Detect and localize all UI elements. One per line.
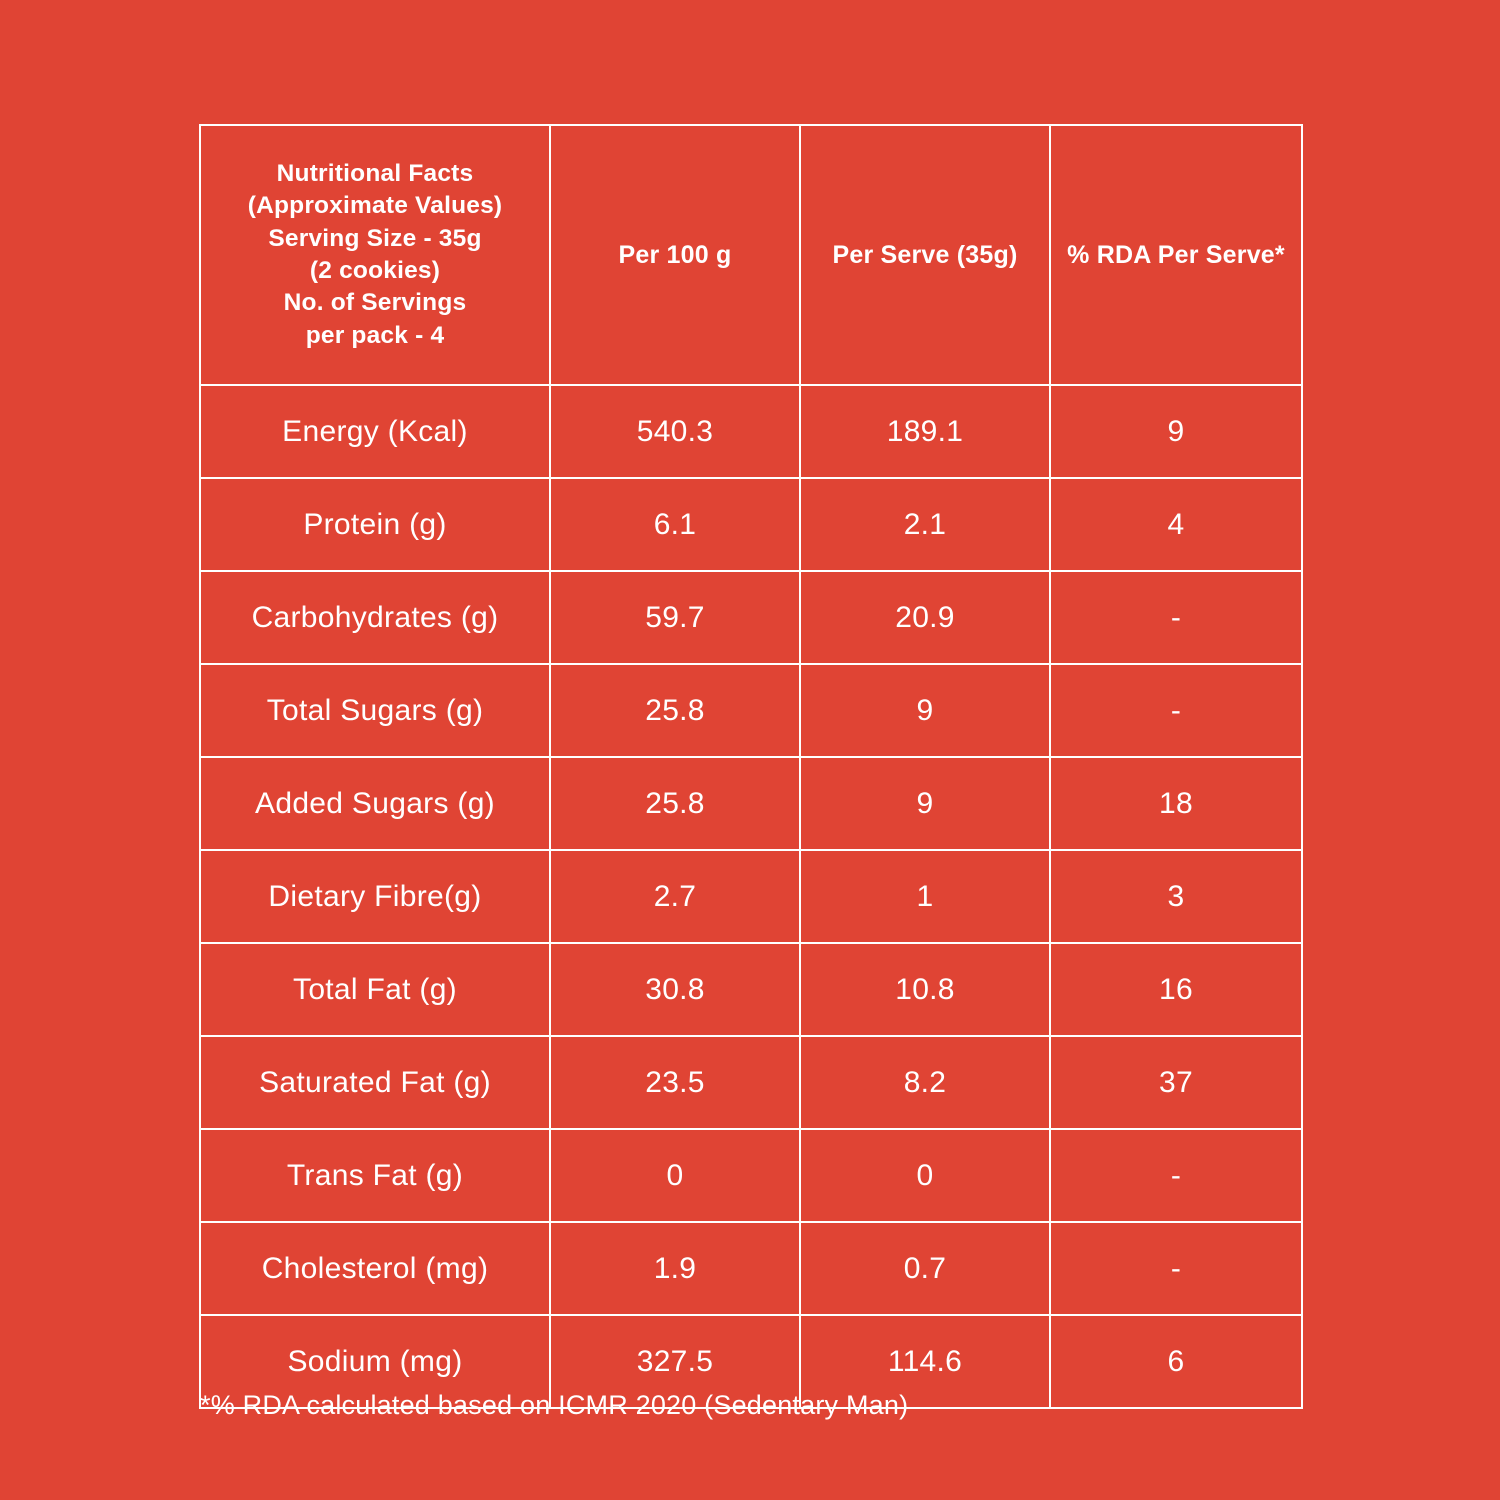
- table-row: [200, 478, 1302, 571]
- row-label: Carbohydrates (g): [200, 571, 550, 664]
- table-row: [200, 1129, 1302, 1222]
- row-value-per-serve: 10.8: [800, 943, 1050, 1036]
- table-row: [200, 385, 1302, 478]
- row-value-rda: 9: [1050, 385, 1302, 478]
- row-value-rda: -: [1050, 571, 1302, 664]
- info-line-5: No. of Servings: [283, 289, 467, 317]
- row-value-per-serve: 9: [800, 664, 1050, 757]
- row-value-per-serve: 9: [800, 757, 1050, 850]
- row-value-per-serve: 189.1: [800, 385, 1050, 478]
- table-body: [200, 385, 1302, 1408]
- info-line-2: (Approximate Values): [247, 192, 503, 220]
- row-value-per-serve: 114.6: [800, 1315, 1050, 1408]
- column-header-per-serve: Per Serve (35g): [800, 125, 1050, 385]
- column-header-per-100g: Per 100 g: [550, 125, 800, 385]
- rda-footnote: *% RDA calculated based on ICMR 2020 (Sedentary Man): [200, 1390, 909, 1420]
- nutrition-table-wrapper: [199, 124, 1301, 1409]
- row-value-per-100g: 327.5: [550, 1315, 800, 1408]
- row-label: Added Sugars (g): [200, 757, 550, 850]
- row-value-per-serve: 0.7: [800, 1222, 1050, 1315]
- row-label: Dietary Fibre(g): [200, 850, 550, 943]
- row-label: Sodium (mg): [200, 1315, 550, 1408]
- row-value-per-100g: 6.1: [550, 478, 800, 571]
- info-line-6: per pack - 4: [305, 321, 445, 349]
- row-value-rda: -: [1050, 664, 1302, 757]
- row-value-per-serve: 0: [800, 1129, 1050, 1222]
- row-value-per-100g: 59.7: [550, 571, 800, 664]
- table-header-row: [200, 125, 1302, 385]
- row-value-per-100g: 30.8: [550, 943, 800, 1036]
- row-value-rda: 16: [1050, 943, 1302, 1036]
- table-row: [200, 571, 1302, 664]
- row-label: Trans Fat (g): [200, 1129, 550, 1222]
- row-value-per-100g: 23.5: [550, 1036, 800, 1129]
- row-value-rda: 4: [1050, 478, 1302, 571]
- row-value-rda: -: [1050, 1129, 1302, 1222]
- info-line-4: (2 cookies): [309, 257, 441, 284]
- row-label: Saturated Fat (g): [200, 1036, 550, 1129]
- row-label: Energy (Kcal): [200, 385, 550, 478]
- table-row: [200, 943, 1302, 1036]
- table-row: [200, 1036, 1302, 1129]
- row-value-rda: 37: [1050, 1036, 1302, 1129]
- row-value-per-100g: 540.3: [550, 385, 800, 478]
- row-value-per-100g: 25.8: [550, 757, 800, 850]
- row-value-rda: -: [1050, 1222, 1302, 1315]
- nutrition-facts-info-cell: [200, 125, 550, 385]
- row-value-rda: 3: [1050, 850, 1302, 943]
- row-value-per-serve: 20.9: [800, 571, 1050, 664]
- column-header-rda-per-serve: % RDA Per Serve*: [1050, 125, 1302, 385]
- row-label: Cholesterol (mg): [200, 1222, 550, 1315]
- row-value-per-serve: 2.1: [800, 478, 1050, 571]
- nutrition-facts-table: [199, 124, 1303, 1409]
- row-value-per-serve: 1: [800, 850, 1050, 943]
- row-label: Protein (g): [200, 478, 550, 571]
- table-row: [200, 757, 1302, 850]
- row-value-per-100g: 0: [550, 1129, 800, 1222]
- row-value-per-serve: 8.2: [800, 1036, 1050, 1129]
- table-row: [200, 664, 1302, 757]
- row-value-per-100g: 1.9: [550, 1222, 800, 1315]
- table-row: [200, 1222, 1302, 1315]
- row-value-rda: 18: [1050, 757, 1302, 850]
- row-value-per-100g: 25.8: [550, 664, 800, 757]
- row-value-per-100g: 2.7: [550, 850, 800, 943]
- row-label: Total Sugars (g): [200, 664, 550, 757]
- row-label: Total Fat (g): [200, 943, 550, 1036]
- row-value-rda: 6: [1050, 1315, 1302, 1408]
- info-line-3: Serving Size - 35g: [268, 224, 482, 252]
- info-line-1: Nutritional Facts: [276, 160, 474, 188]
- table-row: [200, 850, 1302, 943]
